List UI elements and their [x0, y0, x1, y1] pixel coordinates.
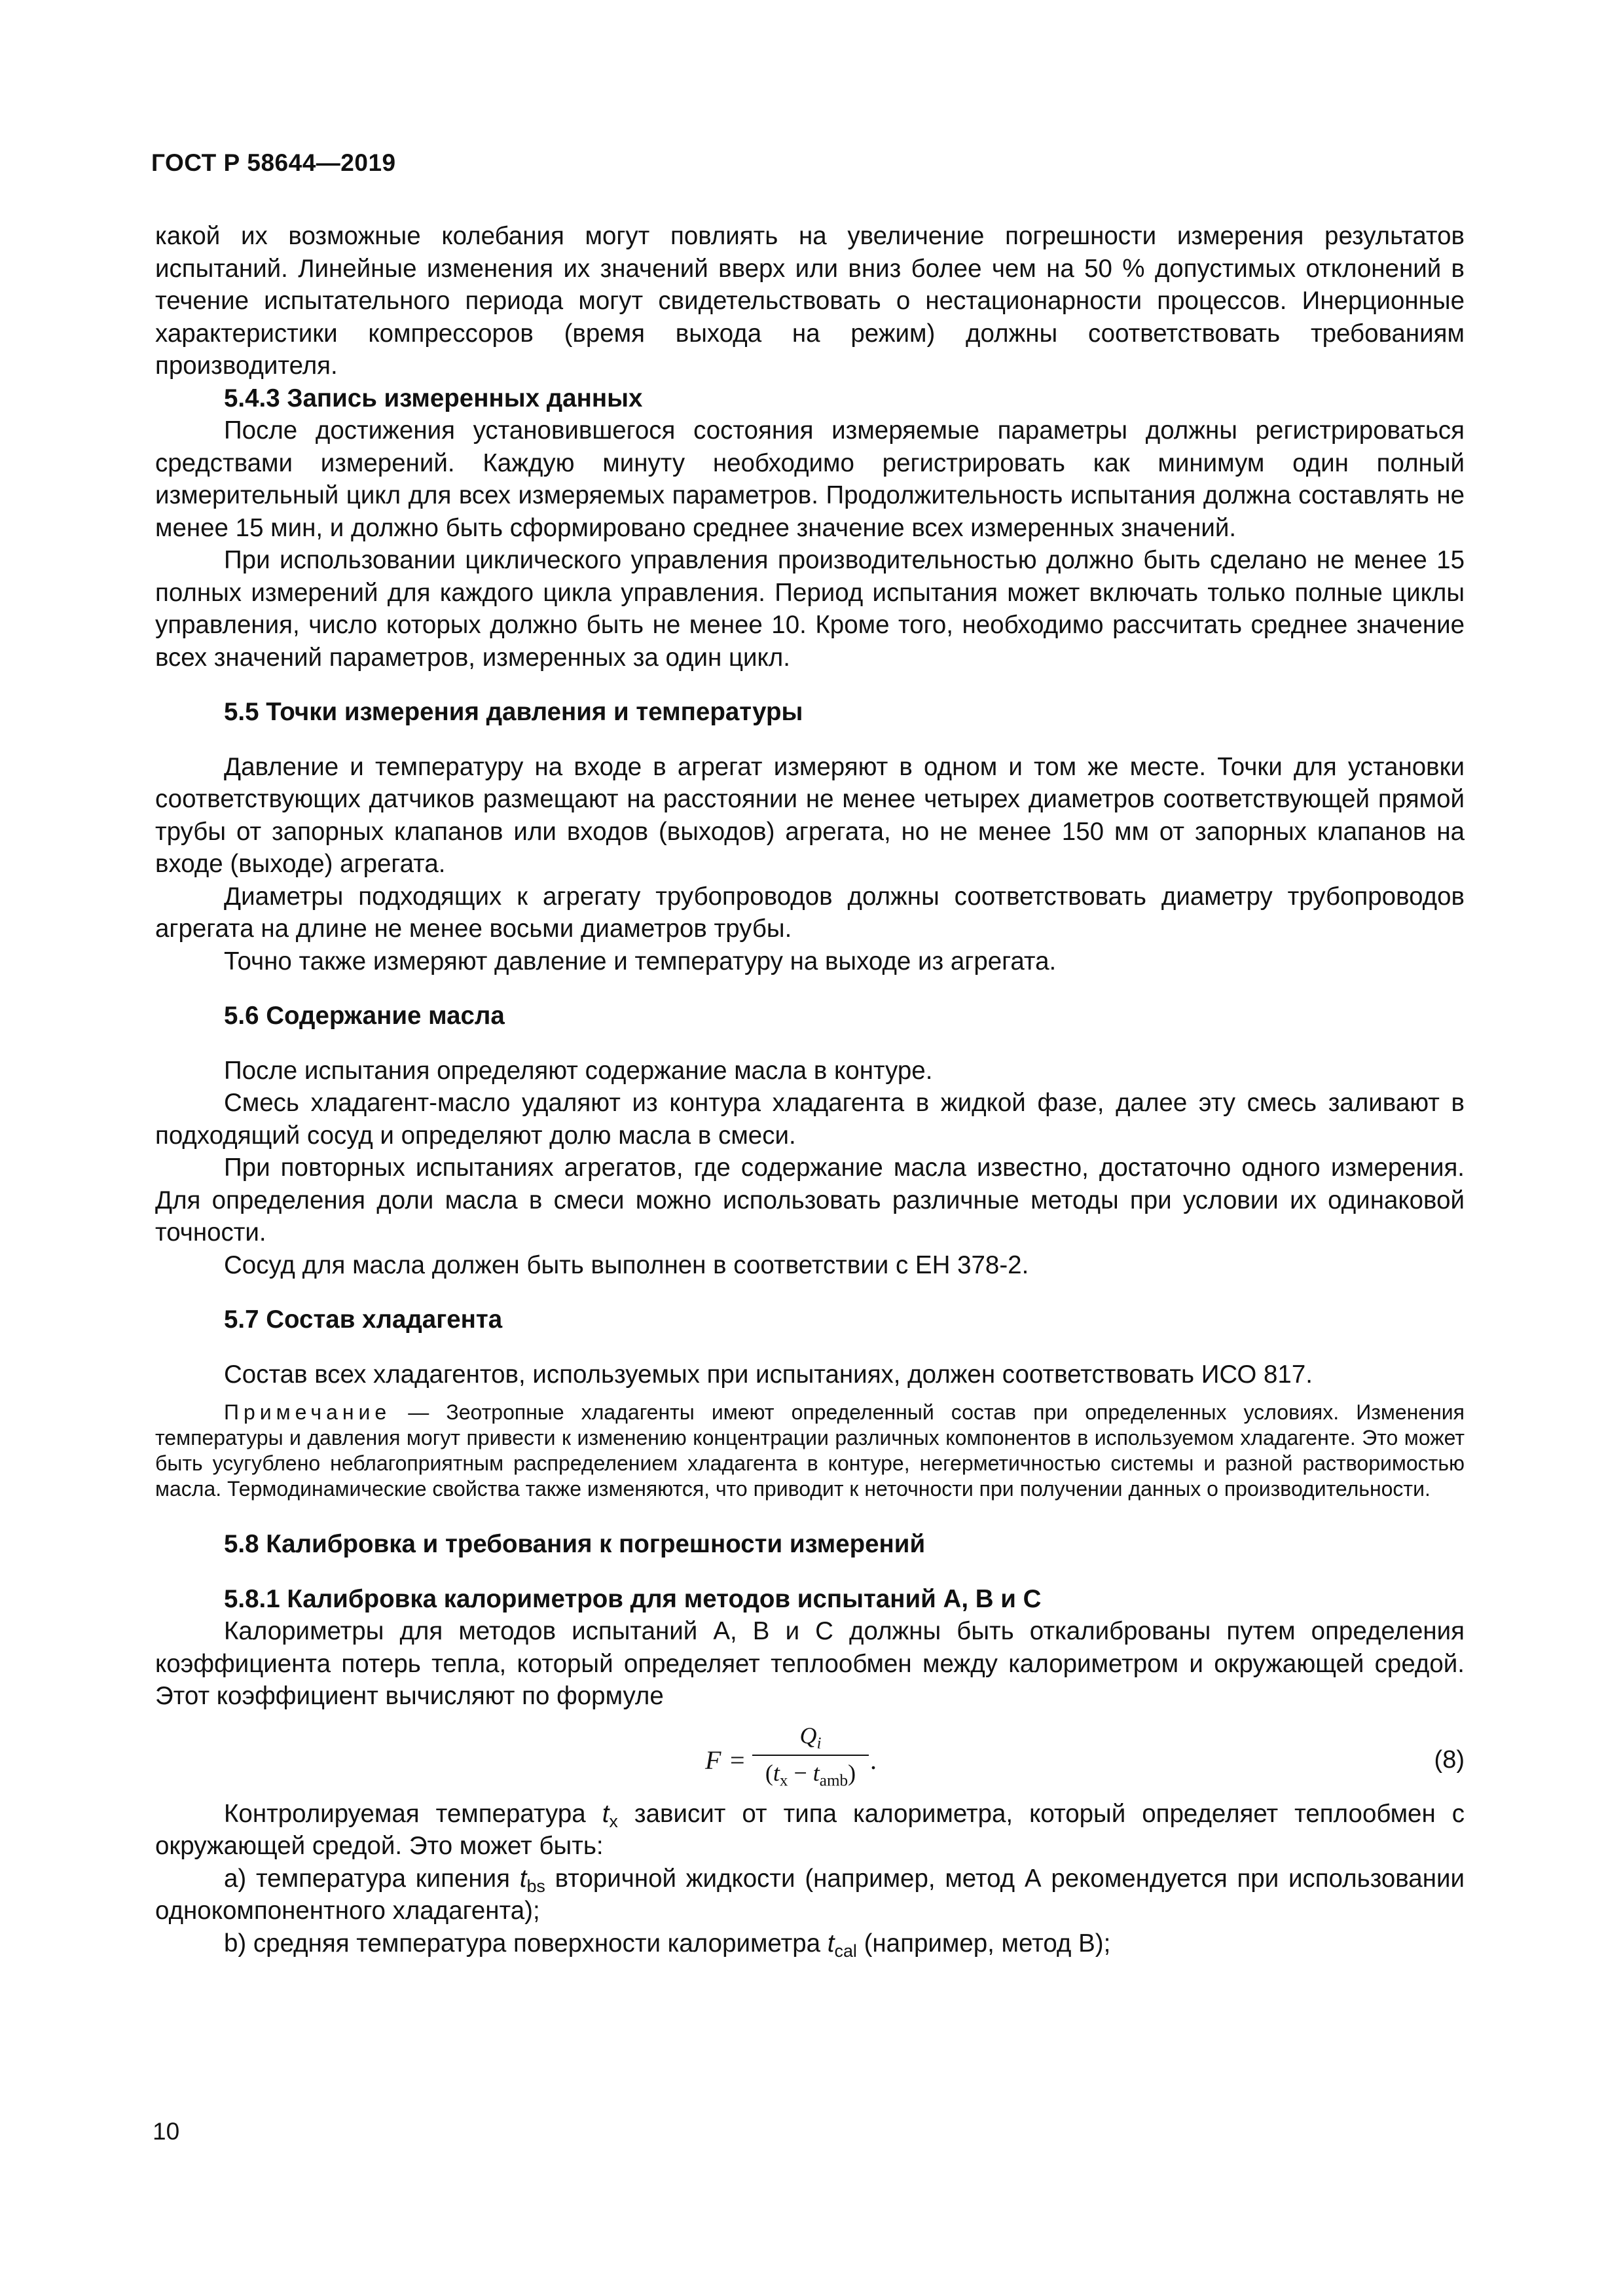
- numerator-sub: i: [816, 1734, 822, 1753]
- fraction-bar: [752, 1755, 869, 1756]
- paragraph-oil-vessel: Сосуд для масла должен быть выполнен в соответствии с ЕН 378-2.: [224, 1250, 1029, 1279]
- document-body: [155, 220, 1465, 1959]
- section-heading-5-8: 5.8 Калибровка и требования к погрешности измерений: [224, 1530, 926, 1558]
- list-item-b: [155, 1927, 1465, 1960]
- paragraph-continuation: какой их возможные колебания могут повлиять на увеличение погрешности измерения результатов испытаний. Линейные изменения их значений вверх или вниз более чем на 50 % допустимых отклонений в течение испытательного периода могут свидетельствовать о нестационарности процессов. Инерционные характеристики компрессоров (время выхода на режим) должны соответствовать требованиям производителя.: [155, 222, 1465, 380]
- p13-text-b: зависит от типа калориметра, который определяет теплообмен с окружающей средой. Это может быть:: [155, 1799, 1465, 1860]
- section-heading-5-6: 5.6 Содержание масла: [224, 1002, 505, 1030]
- note-text: — Зеотропные хладагенты имеют определенный состав при определенных условиях. Изменения температуры и давления могут привести к изменению концентрации различных компонентов в используемом хладагенте. Это может быть усугублено неблагоприятным распределением хладагента в контуре, негерметичностью системы и разной растворимостью масла. Термодинамические свойства также изменяются, что приводит к неточности при получении данных о производительности.: [155, 1400, 1465, 1501]
- document-header-code: ГОСТ Р 58644—2019: [151, 149, 396, 176]
- den-minus: −: [788, 1759, 813, 1786]
- formula-8: [155, 1721, 1465, 1798]
- den-sub-1: x: [779, 1772, 788, 1790]
- list-b-var: t: [827, 1929, 835, 1958]
- note-label: Примечание: [224, 1400, 392, 1424]
- paragraph-repeat-tests: При повторных испытаниях агрегатов, где содержание масла известно, достаточно одного измерения. Для определения доли масла в смеси можно использовать различные методы при условии их одинаковой точности.: [155, 1154, 1465, 1247]
- p13-text-a: Контролируемая температура: [224, 1799, 602, 1828]
- p13-var: t: [602, 1799, 610, 1828]
- section-heading-5-8-1: 5.8.1 Калибровка калориметров для методов испытаний А, В и С: [224, 1584, 1042, 1613]
- list-a-var: t: [519, 1864, 527, 1893]
- formula-number: (8): [1434, 1745, 1465, 1774]
- page-number: 10: [153, 2118, 180, 2145]
- paragraph-oil-content: После испытания определяют содержание масла в контуре.: [224, 1056, 933, 1085]
- section-heading-5-7: 5.7 Состав хладагента: [224, 1305, 503, 1334]
- numerator-var: Q: [799, 1722, 817, 1749]
- list-b-text-a: b) средняя температура поверхности калориметра: [224, 1929, 828, 1958]
- den-var-1: t: [773, 1759, 780, 1786]
- formula-fraction: [752, 1721, 869, 1790]
- den-open: (: [765, 1759, 773, 1786]
- list-a-sub: bs: [526, 1876, 545, 1896]
- section-heading-5-5: 5.5 Точки измерения давления и температуры: [224, 698, 803, 726]
- list-item-a: [155, 1863, 1465, 1927]
- paragraph-cyclic-control: При использовании циклического управления производительностью должно быть сделано не менее 15 полных измерений для каждого цикла управления. Период испытания может включать только полные циклы управления, число которых должно быть не менее 10. Кроме того, необходимо рассчитать среднее значение всех значений параметров, измеренных за один цикл.: [155, 546, 1465, 672]
- paragraph-inlet-measurement: Давление и температуру на входе в агрегат измеряют в одном и том же месте. Точки для установки соответствующих датчиков размещают на расстоянии не менее четырех диаметров соответствующей прямой трубы от запорных клапанов или входов (выходов) агрегата, но не менее 150 мм от запорных клапанов на входе (выходе) агрегата.: [155, 752, 1465, 878]
- list-a-text-b: вторичной жидкости (например, метод А рекомендуется при использовании однокомпонентного хладагента);: [155, 1864, 1465, 1925]
- section-heading-5-4-3: 5.4.3 Запись измеренных данных: [224, 384, 643, 412]
- formula-period: .: [870, 1745, 877, 1775]
- list-a-text-a: a) температура кипения: [224, 1864, 520, 1893]
- formula-denominator: [752, 1758, 869, 1790]
- paragraph-recording: После достижения установившегося состояния измеряемые параметры должны регистрироваться средствами измерений. Каждую минуту необходимо регистрировать как минимум один полный измерительный цикл для всех измеряемых параметров. Продолжительность испытания должна составлять не менее 15 мин, и должно быть сформировано среднее значение всех измеренных значений.: [155, 416, 1465, 542]
- formula-equals: =: [730, 1745, 745, 1775]
- paragraph-refrigerant-composition: Состав всех хладагентов, используемых при испытаниях, должен соответствовать ИСО 817.: [224, 1360, 1313, 1389]
- formula-lhs: F: [705, 1745, 721, 1775]
- formula-numerator: [752, 1721, 869, 1751]
- paragraph-calorimeter-calibration: Калориметры для методов испытаний А, В и С должны быть откалиброваны путем определения коэффициента потерь тепла, который определяет теплообмен между калориметром и окружающей средой. Этот коэффициент вычисляют по формуле: [155, 1617, 1465, 1710]
- p13-sub: x: [609, 1811, 618, 1831]
- den-sub-2: amb: [819, 1772, 848, 1790]
- paragraph-outlet-measurement: Точно также измеряют давление и температуру на выходе из агрегата.: [224, 947, 1057, 975]
- paragraph-oil-mixture: Смесь хладагент-масло удаляют из контура хладагента в жидкой фазе, далее эту смесь заливают в подходящий сосуд и определяют долю масла в смеси.: [155, 1089, 1465, 1150]
- paragraph-pipe-diameters: Диаметры подходящих к агрегату трубопроводов должны соответствовать диаметру трубопроводов агрегата на длине не менее восьми диаметров трубы.: [155, 882, 1465, 943]
- den-close: ): [848, 1759, 856, 1786]
- list-b-text-b: (например, метод В);: [856, 1929, 1111, 1958]
- paragraph-controlled-temperature: [155, 1798, 1465, 1863]
- den-var-2: t: [812, 1759, 820, 1786]
- note-paragraph: [155, 1400, 1465, 1502]
- list-b-sub: cal: [834, 1941, 857, 1961]
